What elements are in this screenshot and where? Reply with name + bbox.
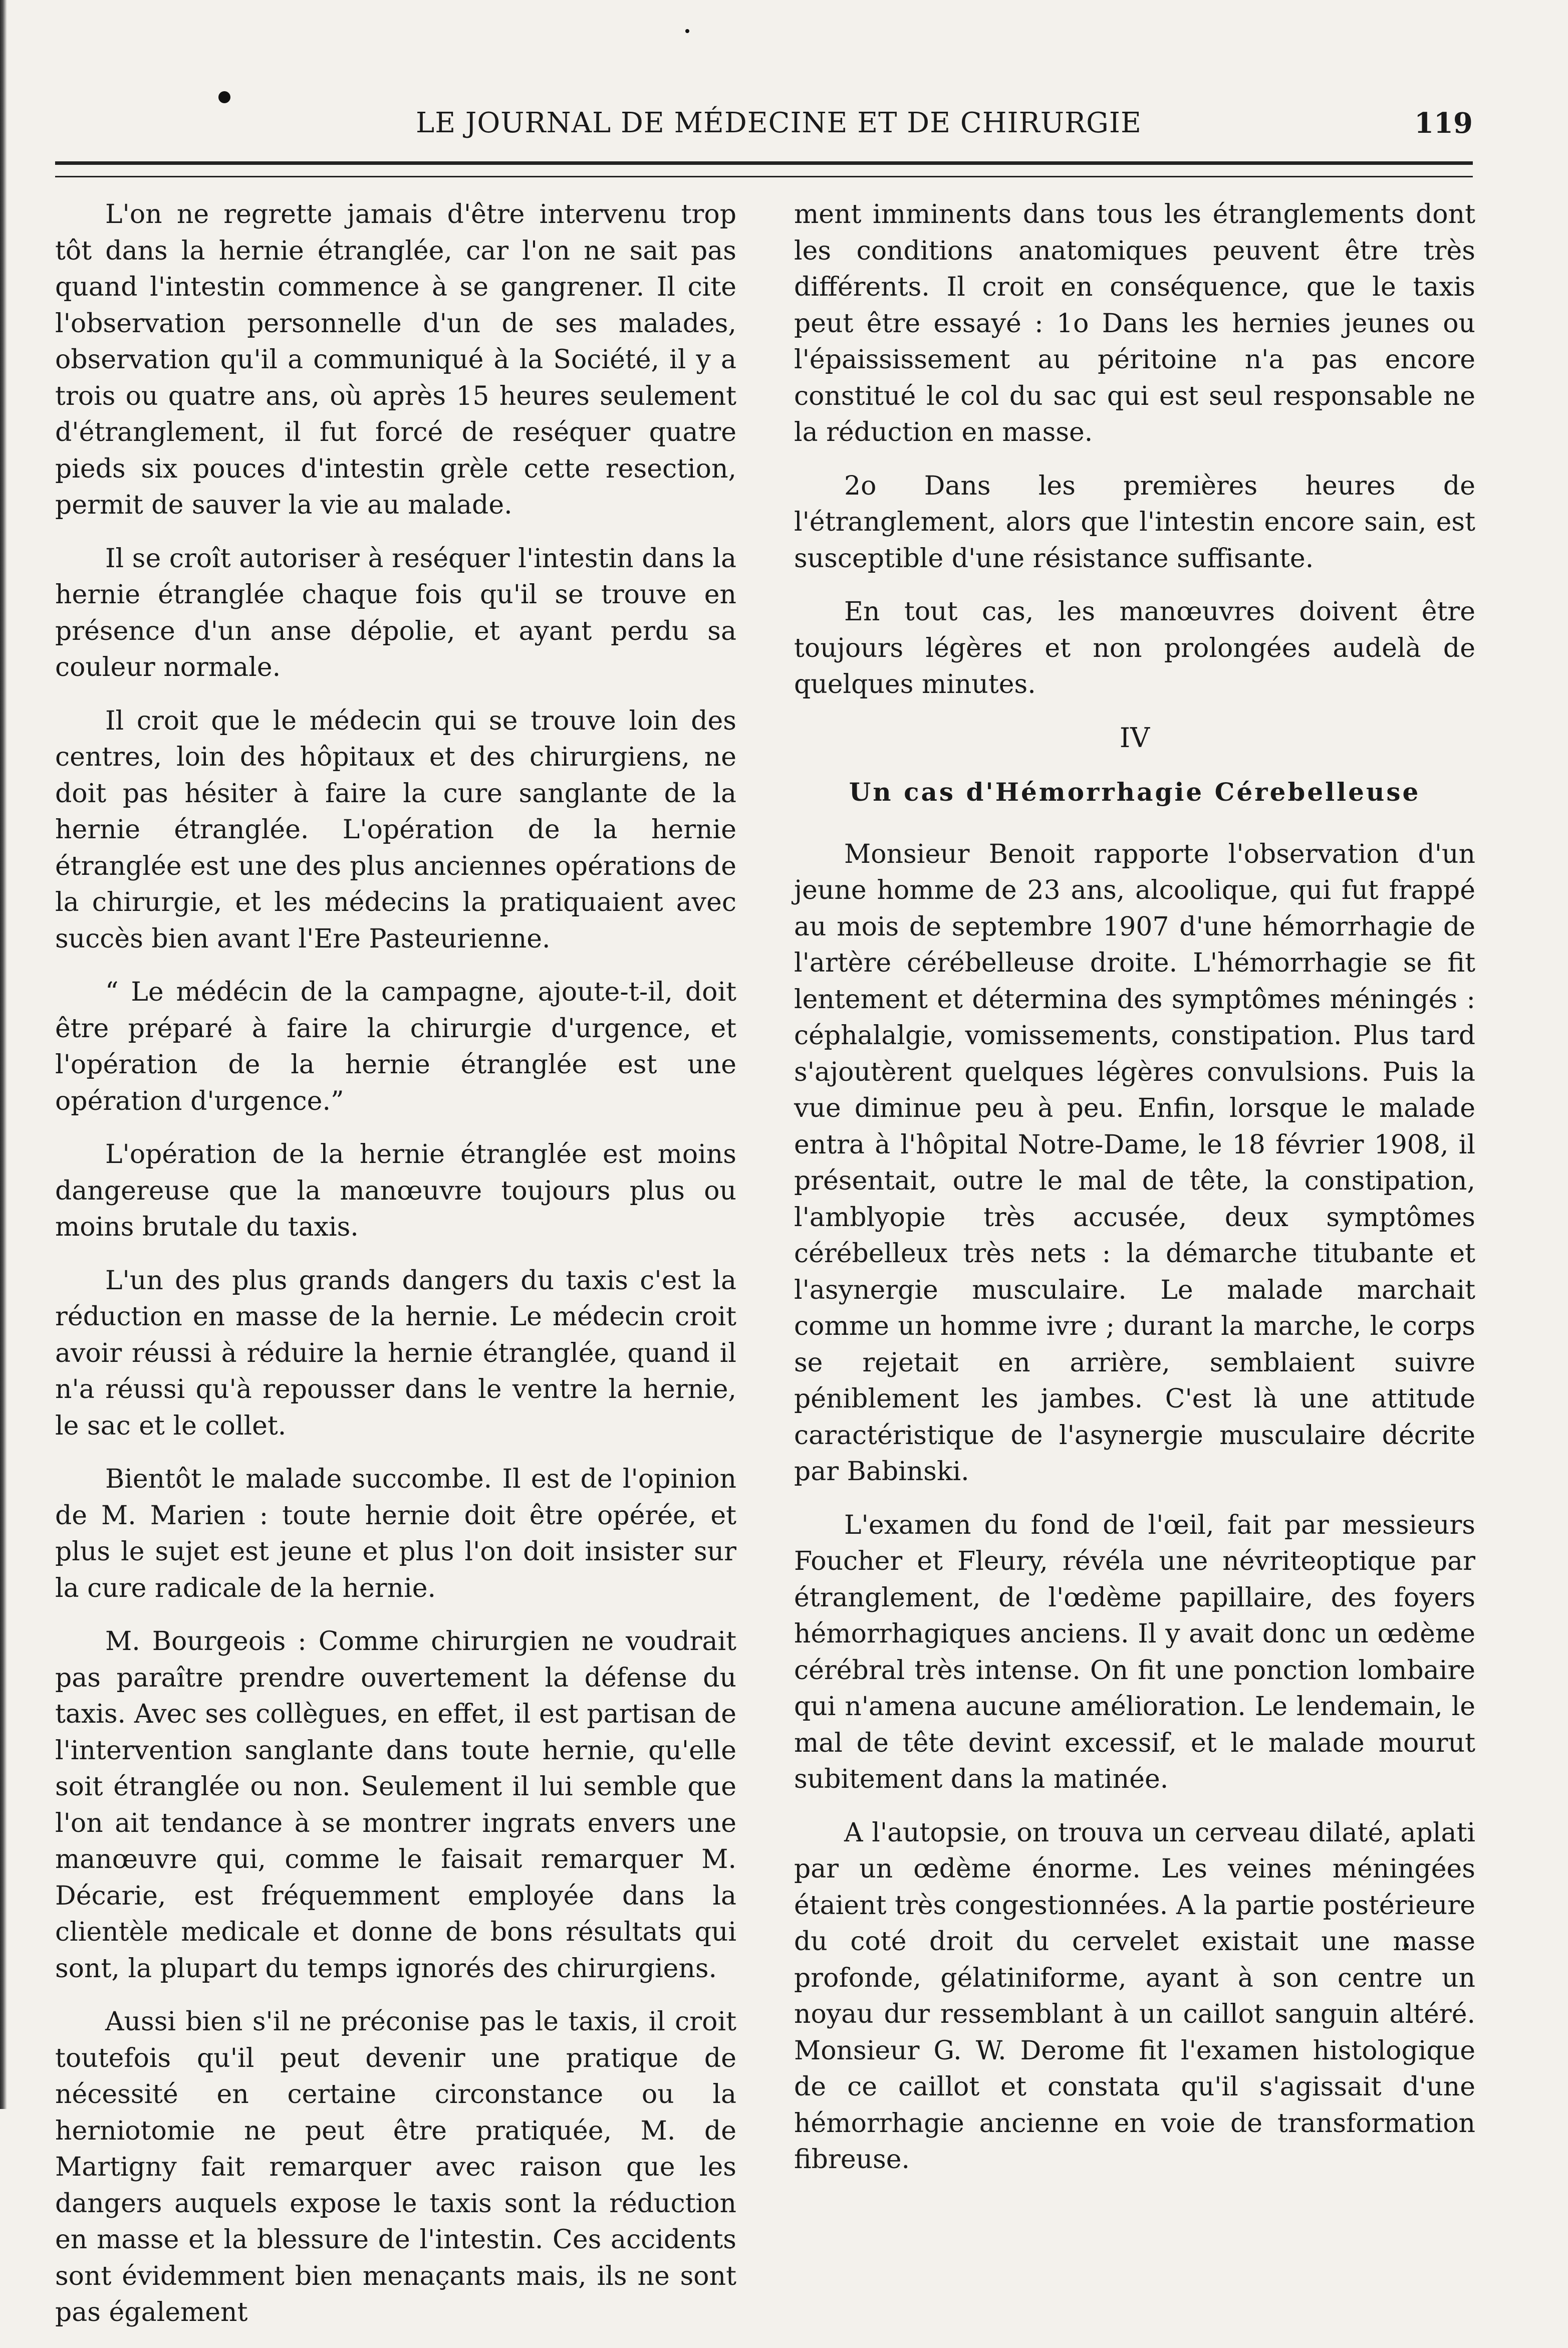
section-number: IV xyxy=(1119,722,1150,754)
section-title: Un cas d'Hémorrhagie Cérebelleuse xyxy=(849,777,1421,807)
right-column xyxy=(794,196,1475,2195)
paragraph: “ Le médécin de la campagne, ajoute-t-il, doit être préparé à faire la chirurgie d'urgence, et l'opération de la hernie étranglée est une opération d'urgence.” xyxy=(55,977,736,1116)
ink-speck xyxy=(685,29,689,33)
paragraph: A l'autopsie, on trouva un cerveau dilaté, aplati par un œdème énorme. Les veines méningées étaient très congestionnées. A la partie postérieure du coté droit du cervelet existait une masse profonde, gélatiniforme, ayant à son centre un noyau dur ressemblant à un caillot sanguin altéré. Monsieur G. W. Derome fit l'examen histologique de ce caillot et constata qu'il s'agissait d'une hémorrhagie ancienne en voie de transformation fibreuse. xyxy=(794,1817,1475,2175)
running-title: LE JOURNAL DE MÉDECINE ET DE CHIRURGIE xyxy=(416,107,1142,139)
paragraph: Il croit que le médecin qui se trouve loin des centres, loin des hôpitaux et des chirurgiens, ne doit pas hésiter à faire la cure sanglante de la hernie étranglée. L'opération de la hernie étranglée est une des plus anciennes opérations de la chirurgie, et les médecins la pratiquaient avec succès bien avant l'Ere Pasteurienne. xyxy=(55,706,736,954)
paragraph: L'examen du fond de l'œil, fait par messieurs Foucher et Fleury, révéla une névriteoptique par étranglement, de l'œdème papillaire, des foyers hémorrhagiques anciens. Il y avait donc un œdème cérébral très intense. On fit une ponction lombaire qui n'amena aucune amélioration. Le lendemain, le mal de tête devint excessif, et le malade mourut subitement dans la matinée. xyxy=(794,1510,1475,1794)
paragraph: 2o Dans les premières heures de l'étranglement, alors que l'intestin encore sain, est susceptible d'une résistance suffisante. xyxy=(794,471,1475,574)
paragraph: L'opération de la hernie étranglée est moins dangereuse que la manœuvre toujours plus ou moins brutale du taxis. xyxy=(55,1139,736,1242)
left-column xyxy=(55,196,736,2348)
page-header xyxy=(55,103,1473,148)
paragraph: ment imminents dans tous les étranglements dont les conditions anatomiques peuvent être très différents. Il croit en conséquence, que le taxis peut être essayé : 1o Dans les hernies jeunes ou l'épaississement au péritoine n'a pas encore constitué le col du sac qui est seul responsable ne la réduction en masse. xyxy=(794,199,1475,447)
ink-speck xyxy=(218,91,230,103)
paragraph: En tout cas, les manœuvres doivent être toujours légères et non prolongées audelà de quelques minutes. xyxy=(794,597,1475,699)
paragraph: Bientôt le malade succombe. Il est de l'opinion de M. Marien : toute hernie doit être opérée, et plus le sujet est jeune et plus l'on doit insister sur la cure radicale de la hernie. xyxy=(55,1464,736,1603)
header-rule xyxy=(55,161,1473,177)
paragraph: Monsieur Benoit rapporte l'observation d'un jeune homme de 23 ans, alcoolique, qui fut frappé au mois de septembre 1907 d'une hémorrhagie de l'artère cérébelleuse droite. L'hémorrhagie se fit lentement et détermina des symptômes méningés : céphalalgie, vomissements, constipation. Plus tard s'ajoutèrent quelques légères convulsions. Puis la vue diminue peu à peu. Enfin, lorsque le malade entra à l'hôpital Notre-Dame, le 18 février 1908, il présentait, outre le mal de tête, la constipation, l'amblyopie très accusée, deux symptômes cérébelleux très nets : la démarche titubante et l'asynergie musculaire. Le malade marchait comme un homme ivre ; durant la marche, le corps se rejetait en arrière, semblaient suivre péniblement les jambes. C'est là une attitude caractéristique de l'asynergie musculaire décrite par Babinski. xyxy=(794,839,1475,1487)
scan-binding-edge xyxy=(0,0,7,2109)
page-number: 119 xyxy=(1414,107,1473,140)
paragraph: L'un des plus grands dangers du taxis c'est la réduction en masse de la hernie. Le médecin croit avoir réussi à réduire la hernie étranglée, quand il n'a réussi qu'à repousser dans le ventre la hernie, le sac et le collet. xyxy=(55,1265,736,1441)
paragraph: L'on ne regrette jamais d'être intervenu trop tôt dans la hernie étranglée, car l'on ne sait pas quand l'intestin commence à se gangrener. Il cite l'observation personnelle d'un de ses malades, observation qu'il a communiqué à la Société, il y a trois ou quatre ans, où après 15 heures seulement d'étranglement, il fut forcé de reséquer quatre pieds six pouces d'intestin grèle cette resection, permit de sauver la vie au malade. xyxy=(55,199,736,520)
paragraph: Aussi bien s'il ne préconise pas le taxis, il croit toutefois qu'il peut devenir une pratique de nécessité en certaine circonstance ou la herniotomie ne peut être pratiquée, M. de Martigny fait remarquer avec raison que les dangers auquels expose le taxis sont la réduction en masse et la blessure de l'intestin. Ces accidents sont évidemment bien menaçants mais, ils ne sont pas également xyxy=(55,2007,736,2327)
paragraph: M. Bourgeois : Comme chirurgien ne voudrait pas paraître prendre ouvertement la défense du taxis. Avec ses collègues, en effet, il est partisan de l'intervention sanglante dans toute hernie, qu'elle soit étranglée ou non. Seulement il lui semble que l'on ait tendance à se montrer ingrats envers une manœuvre qui, comme le faisait remarquer M. Décarie, est fréquemment employée dans la clientèle medicale et donne de bons résultats qui sont, la plupart du temps ignorés des chirurgiens. xyxy=(55,1626,736,1984)
paragraph: Il se croît autoriser à reséquer l'intestin dans la hernie étranglée chaque fois qu'il se trouve en présence d'un anse dépolie, et ayant perdu sa couleur normale. xyxy=(55,543,736,682)
